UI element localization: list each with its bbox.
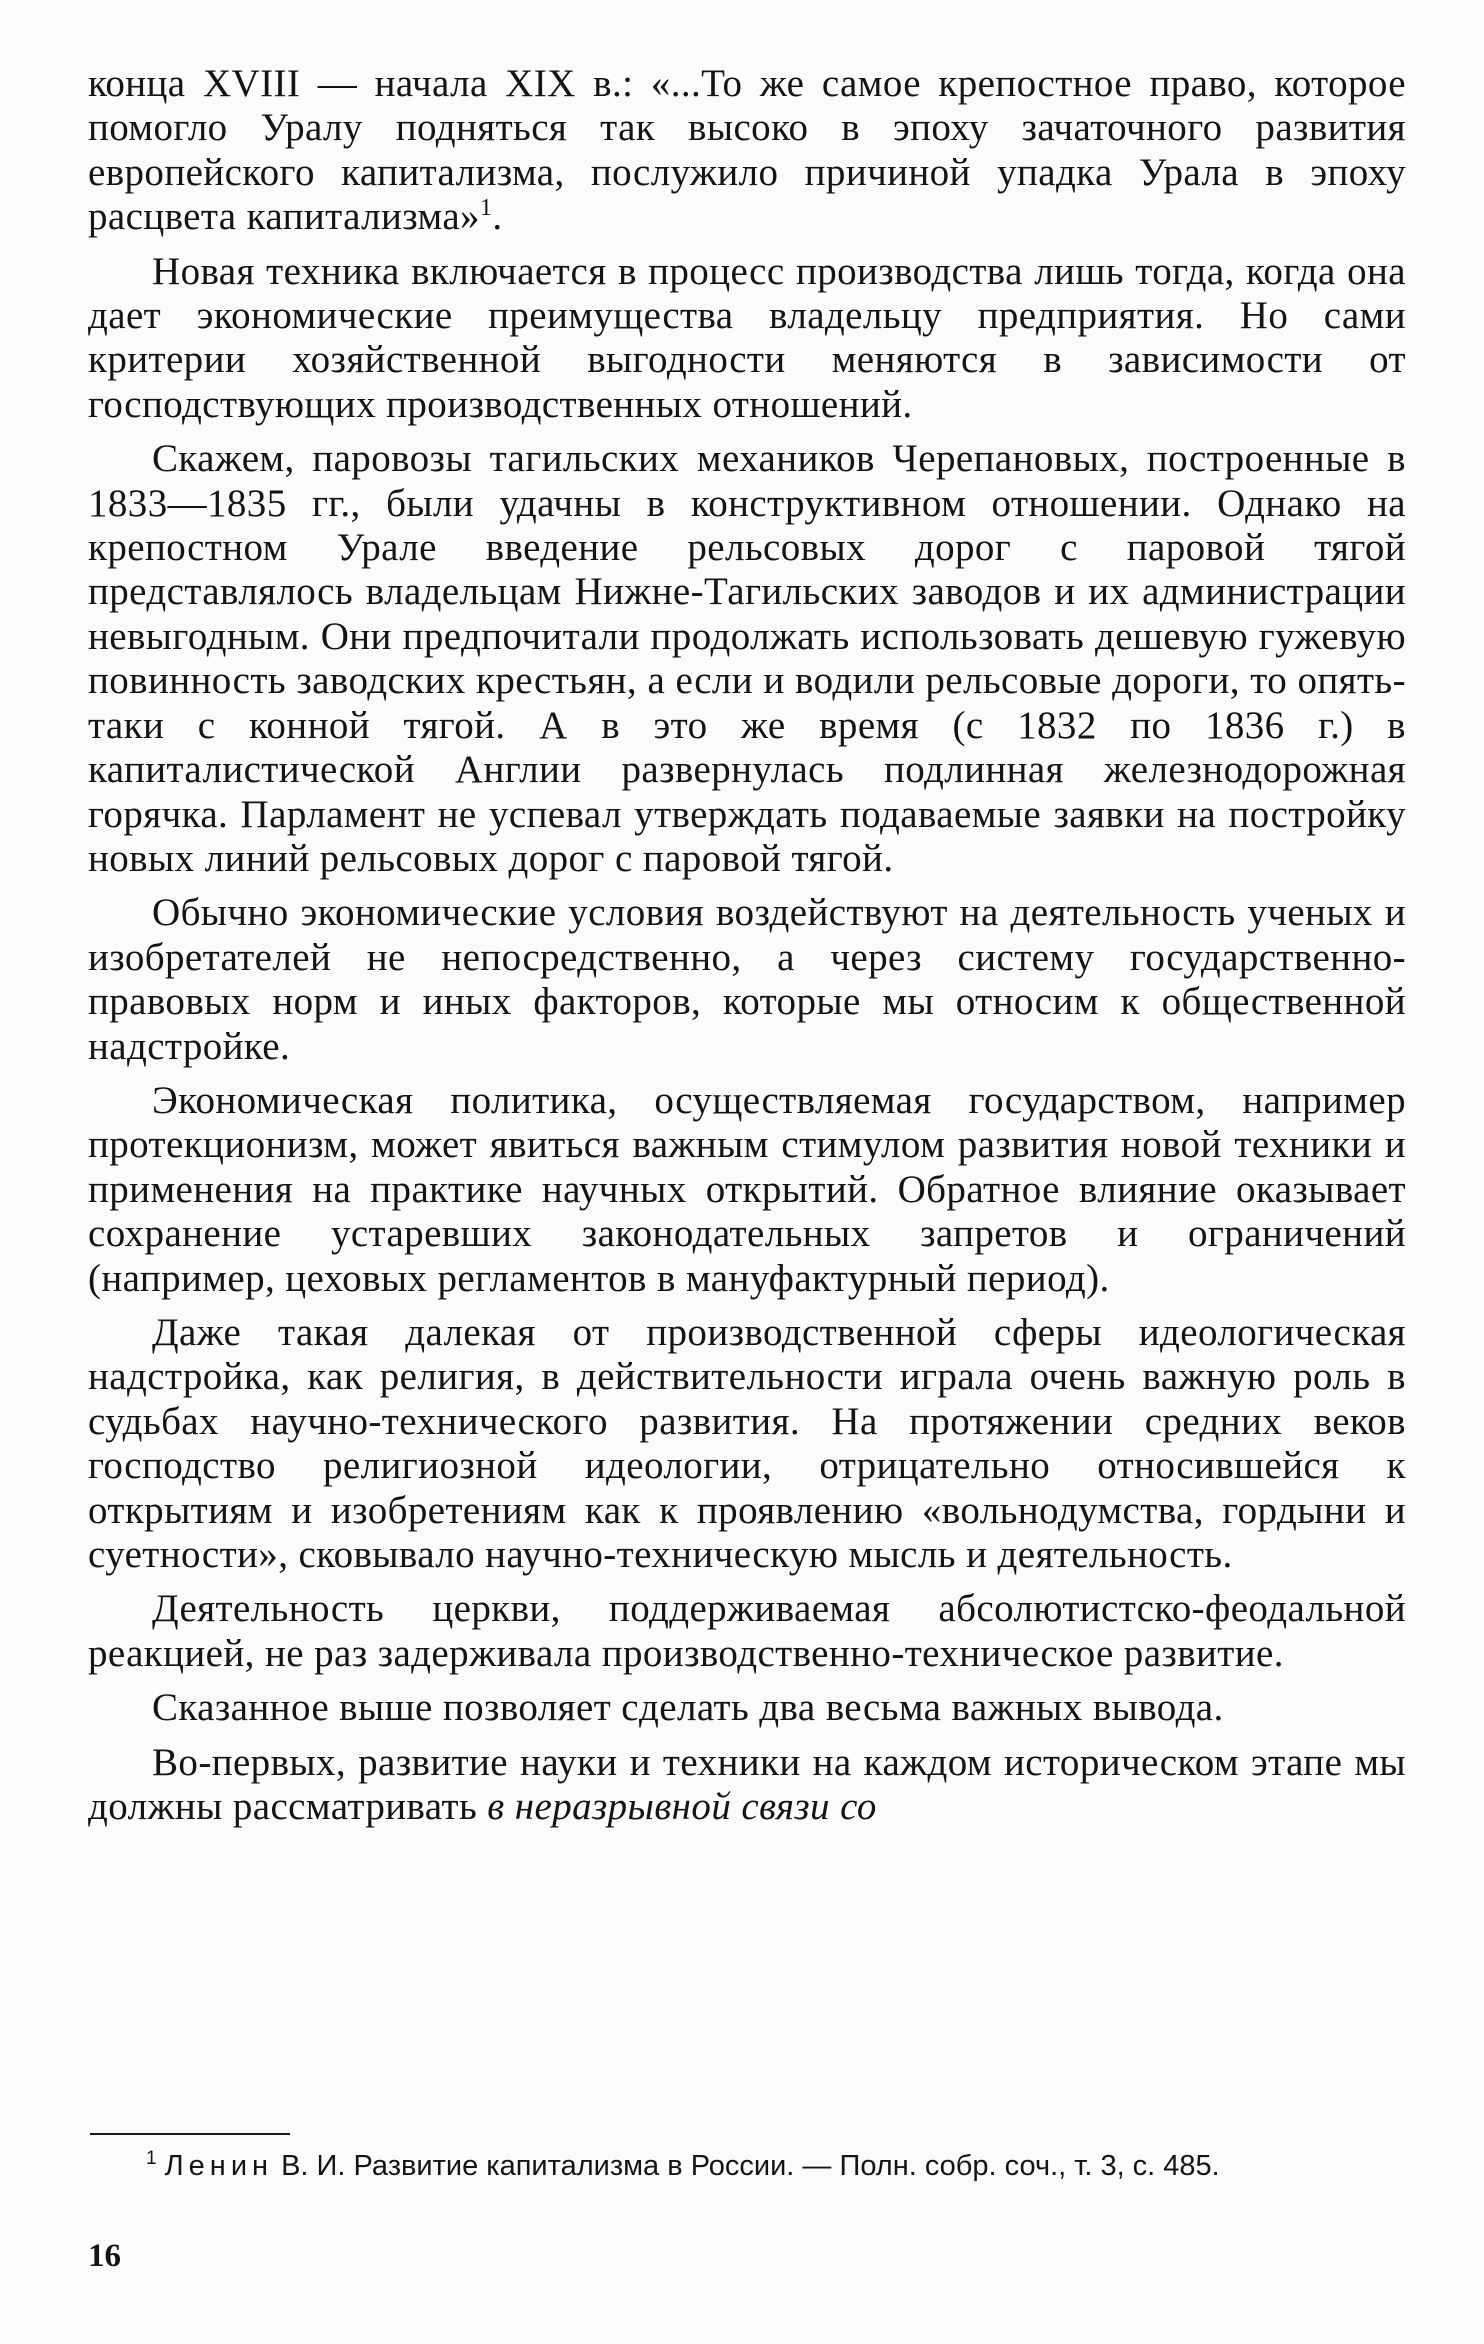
paragraph-6: Даже такая далекая от производственной сферы идеологическая надстройка, как религия, в действительности играла очень важную роль в судьбах научно-технического развития. На протяжении средних веков господство религиозной идеологии, отрицательно относившейся к открытиям и изобретениям как к проявлению «вольнодумства, гордыни и суетности», сковывало научно-техническую мысль и деятельность. <box>88 1310 1406 1576</box>
paragraph-2: Новая техника включается в процесс производства лишь тогда, когда она дает экономические преимущества владельцу предприятия. Но сами критерии хозяйственной выгодности меняются в зависимости от господствующих производственных отношений. <box>88 249 1406 426</box>
paragraph-8: Сказанное выше позволяет сделать два весьма важных вывода. <box>152 1686 1224 1730</box>
footnote-mark: 1 <box>146 2148 157 2170</box>
footnote <box>88 2148 1406 2184</box>
page-number: 16 <box>88 2238 121 2274</box>
paragraph-3: Скажем, паровозы тагильских механиков Черепановых, построенные в 1833—1835 гг., были удачны в конструктивном отношении. Однако на крепостном Урале введение рельсовых дорог с паровой тягой представлялось владельцам Нижне-Тагильских заводов и их администрации невыгодным. Они предпочитали продолжать использовать дешевую гужевую повинность заводских крестьян, а если и водили рельсовые дороги, то опять-таки с конной тягой. А в это же время (с 1832 по 1836 г.) в капиталистической Англии развернулась подлинная железнодорожная горячка. Парламент не успевал утверждать подаваемые заявки на постройку новых линий рельсовых дорог с паровой тягой. <box>88 437 1406 880</box>
footnote-separator <box>90 2133 290 2135</box>
paragraph-1-text: конца XVIII — начала XIX в.: «...То же самое крепостное право, которое помогло Уралу подняться так высоко в эпоху зачаточного развития европейского капитализма, послужило причиной упадка Урала в эпоху расцвета капитализма» <box>88 62 1406 239</box>
paragraph-5: Экономическая политика, осуществляемая государством, например протекционизм, может явиться важным стимулом развития новой техники и применения на практике научных открытий. Обратное влияние оказывает сохранение устаревших законодательных запретов и ограничений (например, цеховых регламентов в мануфактурный период). <box>88 1078 1406 1300</box>
paragraph-9-emphasis: в неразрывной связи со <box>487 1785 877 1829</box>
page-body <box>88 62 1406 1829</box>
paragraph-9 <box>88 1741 1406 1830</box>
paragraph-9-text: Во-первых, развитие науки и техники на каждом историческом этапе мы должны рассматривать <box>88 1740 1406 1829</box>
footnote-text: В. И. Развитие капитализма в России. — Полн. собр. соч., т. 3, с. 485. <box>281 2150 1220 2182</box>
footnote-reference: 1 <box>479 195 493 222</box>
paragraph-7: Деятельность церкви, поддерживаемая абсолютистско-феодальной реакцией, не раз задерживала производственно-техническое развитие. <box>88 1587 1406 1675</box>
paragraph-4: Обычно экономические условия воздействуют на деятельность ученых и изобретателей не непосредственно, а через систему государственно-правовых норм и иных факторов, которые мы относим к общественной надстройке. <box>88 891 1406 1068</box>
paragraph-1 <box>88 62 1406 240</box>
paragraph-1-tail: . <box>492 195 503 239</box>
footnote-author: Ленин <box>164 2150 274 2182</box>
